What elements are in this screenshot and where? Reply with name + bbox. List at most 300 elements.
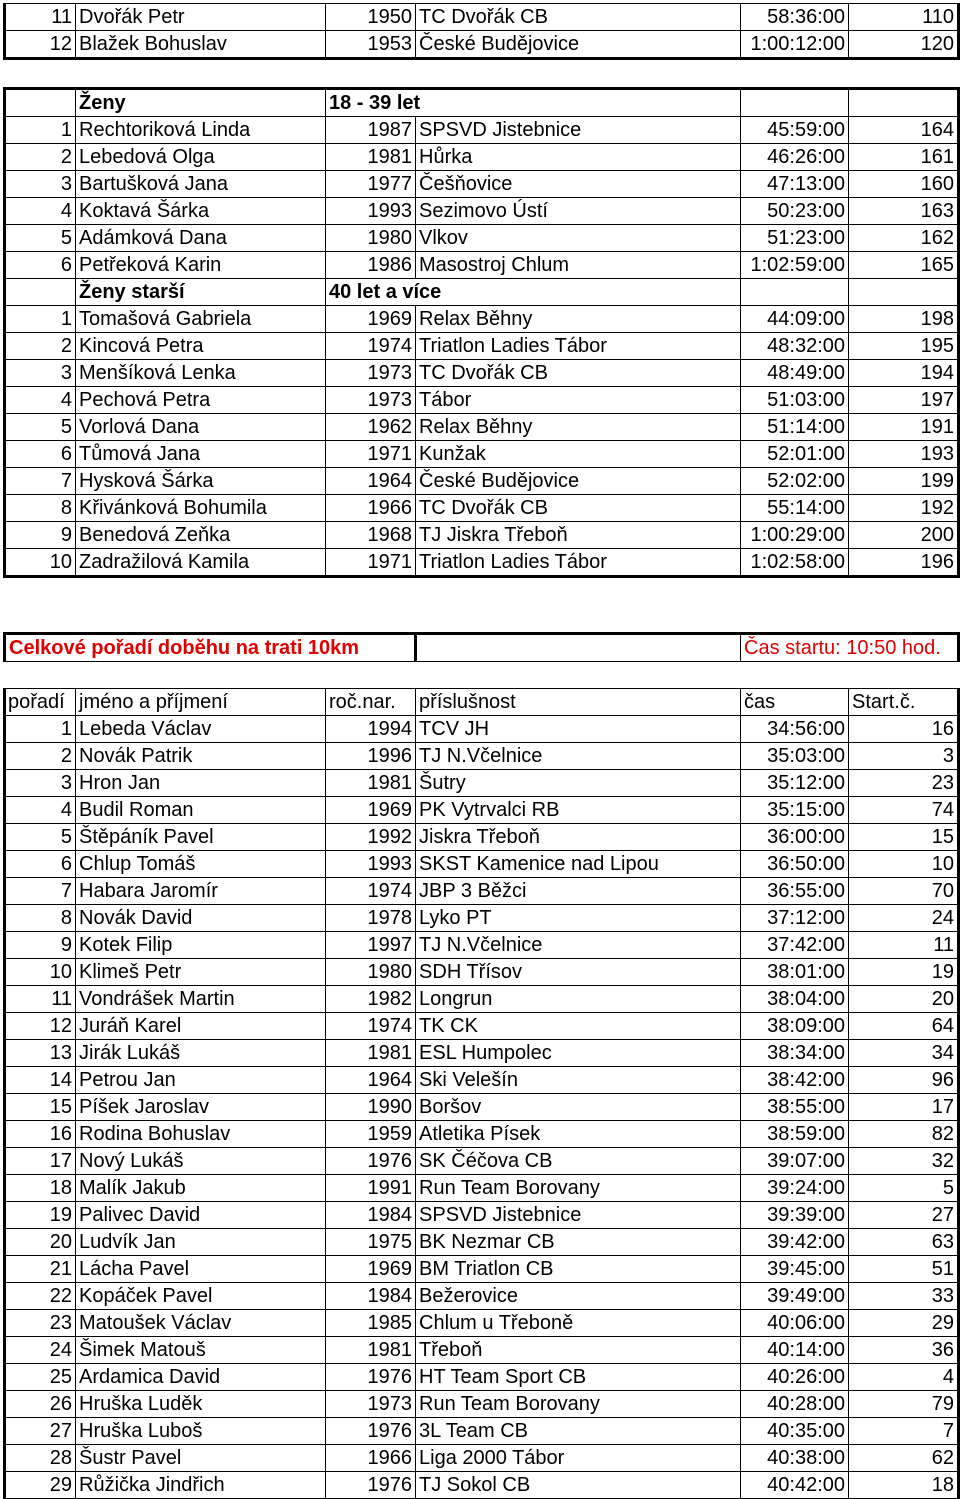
table-row xyxy=(5,742,959,769)
year-cell: 1980 xyxy=(326,958,416,985)
year-cell: 1976 xyxy=(326,1363,416,1390)
table-row xyxy=(5,31,959,59)
time-cell: 1:00:29:00 xyxy=(741,522,849,549)
time-cell: 38:04:00 xyxy=(741,985,849,1012)
club-cell: TJ N.Včelnice xyxy=(416,931,741,958)
header-club: příslušnost xyxy=(416,688,741,715)
rank-cell: 10 xyxy=(5,549,76,577)
time-cell: 40:26:00 xyxy=(741,1363,849,1390)
rank-cell: 12 xyxy=(5,1012,76,1039)
rank-cell: 5 xyxy=(5,225,76,252)
table-row xyxy=(5,1417,959,1444)
time-cell: 1:02:59:00 xyxy=(741,252,849,279)
results-sheet xyxy=(3,3,957,1499)
start-number-cell: 24 xyxy=(849,904,959,931)
table-row xyxy=(5,441,959,468)
year-cell: 1969 xyxy=(326,1255,416,1282)
table-row xyxy=(5,769,959,796)
club-cell: 3L Team CB xyxy=(416,1417,741,1444)
year-cell: 1978 xyxy=(326,904,416,931)
start-number-cell: 164 xyxy=(849,117,959,144)
time-cell: 1:02:58:00 xyxy=(741,549,849,577)
table-row xyxy=(5,1039,959,1066)
year-cell: 1981 xyxy=(326,144,416,171)
start-number-cell: 17 xyxy=(849,1093,959,1120)
rank-cell: 3 xyxy=(5,171,76,198)
rank-cell: 28 xyxy=(5,1444,76,1471)
category-title: Ženy starší xyxy=(76,279,326,306)
time-cell: 40:38:00 xyxy=(741,1444,849,1471)
table-row xyxy=(5,958,959,985)
rank-cell: 8 xyxy=(5,904,76,931)
start-number-cell: 163 xyxy=(849,198,959,225)
rank-cell: 19 xyxy=(5,1201,76,1228)
year-cell: 1962 xyxy=(326,414,416,441)
start-number-cell: 64 xyxy=(849,1012,959,1039)
rank-cell: 3 xyxy=(5,360,76,387)
club-cell: SDH Třísov xyxy=(416,958,741,985)
start-number-cell: 23 xyxy=(849,769,959,796)
name-cell: Rodina Bohuslav xyxy=(76,1120,326,1147)
table-row xyxy=(5,414,959,441)
year-cell: 1973 xyxy=(326,1390,416,1417)
table-row xyxy=(5,796,959,823)
club-cell: Longrun xyxy=(416,985,741,1012)
time-cell: 58:36:00 xyxy=(741,4,849,31)
name-cell: Pechová Petra xyxy=(76,387,326,414)
club-cell: Triatlon Ladies Tábor xyxy=(416,549,741,577)
club-cell: TC Dvořák CB xyxy=(416,360,741,387)
header-rank: pořadí xyxy=(5,688,76,715)
rank-cell: 7 xyxy=(5,877,76,904)
start-number-cell: 10 xyxy=(849,850,959,877)
start-number-cell: 29 xyxy=(849,1309,959,1336)
time-cell: 40:28:00 xyxy=(741,1390,849,1417)
rank-cell: 17 xyxy=(5,1147,76,1174)
club-cell: JBP 3 Běžci xyxy=(416,877,741,904)
club-cell: BM Triatlon CB xyxy=(416,1255,741,1282)
club-cell: Lyko PT xyxy=(416,904,741,931)
name-cell: Juráň Karel xyxy=(76,1012,326,1039)
table-row xyxy=(5,1363,959,1390)
year-cell: 1976 xyxy=(326,1147,416,1174)
table-row xyxy=(5,1147,959,1174)
year-cell: 1991 xyxy=(326,1174,416,1201)
time-cell: 39:42:00 xyxy=(741,1228,849,1255)
club-cell: Boršov xyxy=(416,1093,741,1120)
club-cell: SPSVD Jistebnice xyxy=(416,1201,741,1228)
name-cell: Adámková Dana xyxy=(76,225,326,252)
table-row xyxy=(5,1444,959,1471)
name-cell: Křivánková Bohumila xyxy=(76,495,326,522)
club-cell: TCV JH xyxy=(416,715,741,742)
rank-cell: 6 xyxy=(5,252,76,279)
name-cell: Štěpáník Pavel xyxy=(76,823,326,850)
start-number-cell: 110 xyxy=(849,4,959,31)
time-cell: 52:02:00 xyxy=(741,468,849,495)
start-number-cell: 198 xyxy=(849,306,959,333)
start-number-cell: 200 xyxy=(849,522,959,549)
table-row xyxy=(5,144,959,171)
name-cell: Lebeda Václav xyxy=(76,715,326,742)
start-number-cell: 165 xyxy=(849,252,959,279)
start-number-cell: 193 xyxy=(849,441,959,468)
club-cell: Bežerovice xyxy=(416,1282,741,1309)
year-cell: 1994 xyxy=(326,715,416,742)
start-number-cell: 192 xyxy=(849,495,959,522)
start-number-cell: 16 xyxy=(849,715,959,742)
rank-cell: 5 xyxy=(5,823,76,850)
club-cell: Sezimovo Ústí xyxy=(416,198,741,225)
category-age-range: 18 - 39 let xyxy=(326,89,741,117)
rank-cell: 7 xyxy=(5,468,76,495)
table-row xyxy=(5,1471,959,1498)
table-row xyxy=(5,1174,959,1201)
rank-cell: 29 xyxy=(5,1471,76,1498)
rank-cell: 9 xyxy=(5,931,76,958)
rank-cell: 6 xyxy=(5,850,76,877)
table-row xyxy=(5,877,959,904)
table-row xyxy=(5,1390,959,1417)
time-cell: 39:07:00 xyxy=(741,1147,849,1174)
overall-header-row xyxy=(5,688,959,715)
year-cell: 1981 xyxy=(326,1336,416,1363)
club-cell: Tábor xyxy=(416,387,741,414)
table-row xyxy=(5,1093,959,1120)
start-number-cell: 162 xyxy=(849,225,959,252)
club-cell: Masostroj Chlum xyxy=(416,252,741,279)
name-cell: Tůmová Jana xyxy=(76,441,326,468)
rank-cell: 22 xyxy=(5,1282,76,1309)
year-cell: 1971 xyxy=(326,549,416,577)
time-cell: 39:49:00 xyxy=(741,1282,849,1309)
rank-cell: 4 xyxy=(5,796,76,823)
rank-cell: 4 xyxy=(5,198,76,225)
table-row xyxy=(5,1201,959,1228)
year-cell: 1974 xyxy=(326,1012,416,1039)
name-cell: Ludvík Jan xyxy=(76,1228,326,1255)
rank-cell: 2 xyxy=(5,144,76,171)
time-cell: 38:42:00 xyxy=(741,1066,849,1093)
name-cell: Budil Roman xyxy=(76,796,326,823)
year-cell: 1993 xyxy=(326,850,416,877)
start-number-cell: 197 xyxy=(849,387,959,414)
time-cell: 44:09:00 xyxy=(741,306,849,333)
header-name: jméno a příjmení xyxy=(76,688,326,715)
time-cell: 35:12:00 xyxy=(741,769,849,796)
rank-cell: 4 xyxy=(5,387,76,414)
start-number-cell: 3 xyxy=(849,742,959,769)
year-cell: 1992 xyxy=(326,823,416,850)
time-cell: 37:12:00 xyxy=(741,904,849,931)
name-cell: Nový Lukáš xyxy=(76,1147,326,1174)
name-cell: Novák David xyxy=(76,904,326,931)
year-cell: 1976 xyxy=(326,1417,416,1444)
club-cell: Relax Běhny xyxy=(416,306,741,333)
rank-cell: 15 xyxy=(5,1093,76,1120)
year-cell: 1966 xyxy=(326,495,416,522)
name-cell: Benedová Zeňka xyxy=(76,522,326,549)
club-cell: Vlkov xyxy=(416,225,741,252)
name-cell: Hron Jan xyxy=(76,769,326,796)
table-row xyxy=(5,306,959,333)
spacer xyxy=(3,60,957,87)
start-number-cell: 79 xyxy=(849,1390,959,1417)
rank-cell: 10 xyxy=(5,958,76,985)
year-cell: 1980 xyxy=(326,225,416,252)
table-row xyxy=(5,1309,959,1336)
table-row xyxy=(5,360,959,387)
name-cell: Kopáček Pavel xyxy=(76,1282,326,1309)
year-cell: 1971 xyxy=(326,441,416,468)
start-number-cell: 27 xyxy=(849,1201,959,1228)
table-row xyxy=(5,931,959,958)
time-cell: 36:55:00 xyxy=(741,877,849,904)
rank-cell: 1 xyxy=(5,117,76,144)
table-row xyxy=(5,549,959,577)
name-cell: Koktavá Šárka xyxy=(76,198,326,225)
table-row xyxy=(5,1282,959,1309)
time-cell: 36:50:00 xyxy=(741,850,849,877)
table-row xyxy=(5,387,959,414)
table-row xyxy=(5,904,959,931)
time-cell: 48:32:00 xyxy=(741,333,849,360)
club-cell: České Budějovice xyxy=(416,31,741,59)
name-cell: Vondrášek Martin xyxy=(76,985,326,1012)
time-cell: 39:24:00 xyxy=(741,1174,849,1201)
year-cell: 1974 xyxy=(326,333,416,360)
name-cell: Lebedová Olga xyxy=(76,144,326,171)
club-cell: Kunžak xyxy=(416,441,741,468)
club-cell: TC Dvořák CB xyxy=(416,4,741,31)
start-number-cell: 51 xyxy=(849,1255,959,1282)
club-cell: Atletika Písek xyxy=(416,1120,741,1147)
rank-cell: 1 xyxy=(5,715,76,742)
year-cell: 1986 xyxy=(326,252,416,279)
table-row xyxy=(5,1066,959,1093)
year-cell: 1996 xyxy=(326,742,416,769)
name-cell: Rechtoriková Linda xyxy=(76,117,326,144)
year-cell: 1973 xyxy=(326,387,416,414)
name-cell: Ardamica David xyxy=(76,1363,326,1390)
rank-cell: 2 xyxy=(5,333,76,360)
time-cell: 45:59:00 xyxy=(741,117,849,144)
time-cell: 40:14:00 xyxy=(741,1336,849,1363)
name-cell: Novák Patrik xyxy=(76,742,326,769)
rank-cell: 1 xyxy=(5,306,76,333)
name-cell: Petřeková Karin xyxy=(76,252,326,279)
year-cell: 1953 xyxy=(326,31,416,59)
rank-cell: 23 xyxy=(5,1309,76,1336)
year-cell: 1950 xyxy=(326,4,416,31)
table-row xyxy=(5,495,959,522)
table-row xyxy=(5,468,959,495)
time-cell: 55:14:00 xyxy=(741,495,849,522)
rank-cell: 20 xyxy=(5,1228,76,1255)
club-cell: TJ Jiskra Třeboň xyxy=(416,522,741,549)
start-number-cell: 19 xyxy=(849,958,959,985)
year-cell: 1975 xyxy=(326,1228,416,1255)
rank-cell: 6 xyxy=(5,441,76,468)
start-number-cell: 63 xyxy=(849,1228,959,1255)
year-cell: 1981 xyxy=(326,1039,416,1066)
table-row xyxy=(5,715,959,742)
year-cell: 1984 xyxy=(326,1282,416,1309)
name-cell: Kincová Petra xyxy=(76,333,326,360)
name-cell: Blažek Bohuslav xyxy=(76,31,326,59)
start-number-cell: 82 xyxy=(849,1120,959,1147)
rank-cell: 24 xyxy=(5,1336,76,1363)
overall-results-table xyxy=(3,632,960,1499)
header-year: roč.nar. xyxy=(326,688,416,715)
time-cell: 38:34:00 xyxy=(741,1039,849,1066)
start-number-cell: 5 xyxy=(849,1174,959,1201)
club-cell: Run Team Borovany xyxy=(416,1174,741,1201)
spacer xyxy=(3,578,957,632)
name-cell: Dvořák Petr xyxy=(76,4,326,31)
name-cell: Habara Jaromír xyxy=(76,877,326,904)
table-row xyxy=(5,1120,959,1147)
name-cell: Matoušek Václav xyxy=(76,1309,326,1336)
time-cell: 51:23:00 xyxy=(741,225,849,252)
rank-cell: 21 xyxy=(5,1255,76,1282)
year-cell: 1997 xyxy=(326,931,416,958)
start-number-cell: 74 xyxy=(849,796,959,823)
club-cell: TJ Sokol CB xyxy=(416,1471,741,1498)
time-cell: 34:56:00 xyxy=(741,715,849,742)
name-cell: Klimeš Petr xyxy=(76,958,326,985)
year-cell: 1981 xyxy=(326,769,416,796)
year-cell: 1974 xyxy=(326,877,416,904)
time-cell: 39:39:00 xyxy=(741,1201,849,1228)
start-number-cell: 160 xyxy=(849,171,959,198)
time-cell: 50:23:00 xyxy=(741,198,849,225)
rank-cell: 13 xyxy=(5,1039,76,1066)
club-cell: HT Team Sport CB xyxy=(416,1363,741,1390)
name-cell: Šustr Pavel xyxy=(76,1444,326,1471)
club-cell: Relax Běhny xyxy=(416,414,741,441)
club-cell: Ski Velešín xyxy=(416,1066,741,1093)
year-cell: 1964 xyxy=(326,468,416,495)
club-cell: TK CK xyxy=(416,1012,741,1039)
start-number-cell: 36 xyxy=(849,1336,959,1363)
rank-cell: 25 xyxy=(5,1363,76,1390)
rank-cell: 16 xyxy=(5,1120,76,1147)
time-cell: 39:45:00 xyxy=(741,1255,849,1282)
time-cell: 40:35:00 xyxy=(741,1417,849,1444)
club-cell: České Budějovice xyxy=(416,468,741,495)
time-cell: 47:13:00 xyxy=(741,171,849,198)
rank-cell: 11 xyxy=(5,4,76,31)
time-cell: 48:49:00 xyxy=(741,360,849,387)
year-cell: 1969 xyxy=(326,796,416,823)
time-cell: 38:09:00 xyxy=(741,1012,849,1039)
name-cell: Palivec David xyxy=(76,1201,326,1228)
club-cell: SKST Kamenice nad Lipou xyxy=(416,850,741,877)
name-cell: Růžička Jindřich xyxy=(76,1471,326,1498)
time-cell: 38:55:00 xyxy=(741,1093,849,1120)
club-cell: TJ N.Včelnice xyxy=(416,742,741,769)
time-cell: 36:00:00 xyxy=(741,823,849,850)
name-cell: Jirák Lukáš xyxy=(76,1039,326,1066)
name-cell: Vorlová Dana xyxy=(76,414,326,441)
table-row xyxy=(5,1228,959,1255)
start-number-cell: 33 xyxy=(849,1282,959,1309)
rank-cell: 2 xyxy=(5,742,76,769)
men-results-table xyxy=(3,3,960,60)
club-cell: Hůrka xyxy=(416,144,741,171)
time-cell: 40:42:00 xyxy=(741,1471,849,1498)
table-row xyxy=(5,171,959,198)
name-cell: Kotek Filip xyxy=(76,931,326,958)
start-number-cell: 34 xyxy=(849,1039,959,1066)
start-number-cell: 161 xyxy=(849,144,959,171)
table-row xyxy=(5,4,959,31)
start-number-cell: 194 xyxy=(849,360,959,387)
start-number-cell: 196 xyxy=(849,549,959,577)
name-cell: Zadražilová Kamila xyxy=(76,549,326,577)
club-cell: ESL Humpolec xyxy=(416,1039,741,1066)
start-number-cell: 120 xyxy=(849,31,959,59)
name-cell: Hysková Šárka xyxy=(76,468,326,495)
year-cell: 1959 xyxy=(326,1120,416,1147)
time-cell: 35:15:00 xyxy=(741,796,849,823)
name-cell: Lácha Pavel xyxy=(76,1255,326,1282)
header-start: Start.č. xyxy=(849,688,959,715)
time-cell: 40:06:00 xyxy=(741,1309,849,1336)
rank-cell: 11 xyxy=(5,985,76,1012)
name-cell: Šimek Matouš xyxy=(76,1336,326,1363)
category-title: Ženy xyxy=(76,89,326,117)
table-row xyxy=(5,522,959,549)
club-cell: BK Nezmar CB xyxy=(416,1228,741,1255)
start-number-cell: 191 xyxy=(849,414,959,441)
overall-title: Celkové pořadí doběhu na trati 10km xyxy=(5,634,416,662)
club-cell: Triatlon Ladies Tábor xyxy=(416,333,741,360)
start-number-cell: 20 xyxy=(849,985,959,1012)
table-row xyxy=(5,850,959,877)
club-cell: SK Čéčova CB xyxy=(416,1147,741,1174)
year-cell: 1987 xyxy=(326,117,416,144)
name-cell: Hruška Luboš xyxy=(76,1417,326,1444)
club-cell: Jiskra Třeboň xyxy=(416,823,741,850)
start-number-cell: 62 xyxy=(849,1444,959,1471)
rank-cell: 27 xyxy=(5,1417,76,1444)
year-cell: 1982 xyxy=(326,985,416,1012)
start-number-cell: 4 xyxy=(849,1363,959,1390)
year-cell: 1990 xyxy=(326,1093,416,1120)
category-age-range: 40 let a více xyxy=(326,279,741,306)
start-number-cell: 11 xyxy=(849,931,959,958)
year-cell: 1966 xyxy=(326,1444,416,1471)
name-cell: Bartušková Jana xyxy=(76,171,326,198)
start-number-cell: 70 xyxy=(849,877,959,904)
name-cell: Malík Jakub xyxy=(76,1174,326,1201)
year-cell: 1985 xyxy=(326,1309,416,1336)
rank-cell: 14 xyxy=(5,1066,76,1093)
table-row xyxy=(5,823,959,850)
name-cell: Píšek Jaroslav xyxy=(76,1093,326,1120)
table-row xyxy=(5,252,959,279)
women-young-table xyxy=(3,87,960,578)
name-cell: Tomašová Gabriela xyxy=(76,306,326,333)
time-cell: 46:26:00 xyxy=(741,144,849,171)
rank-cell: 5 xyxy=(5,414,76,441)
club-cell: Liga 2000 Tábor xyxy=(416,1444,741,1471)
name-cell: Chlup Tomáš xyxy=(76,850,326,877)
time-cell: 37:42:00 xyxy=(741,931,849,958)
year-cell: 1976 xyxy=(326,1471,416,1498)
